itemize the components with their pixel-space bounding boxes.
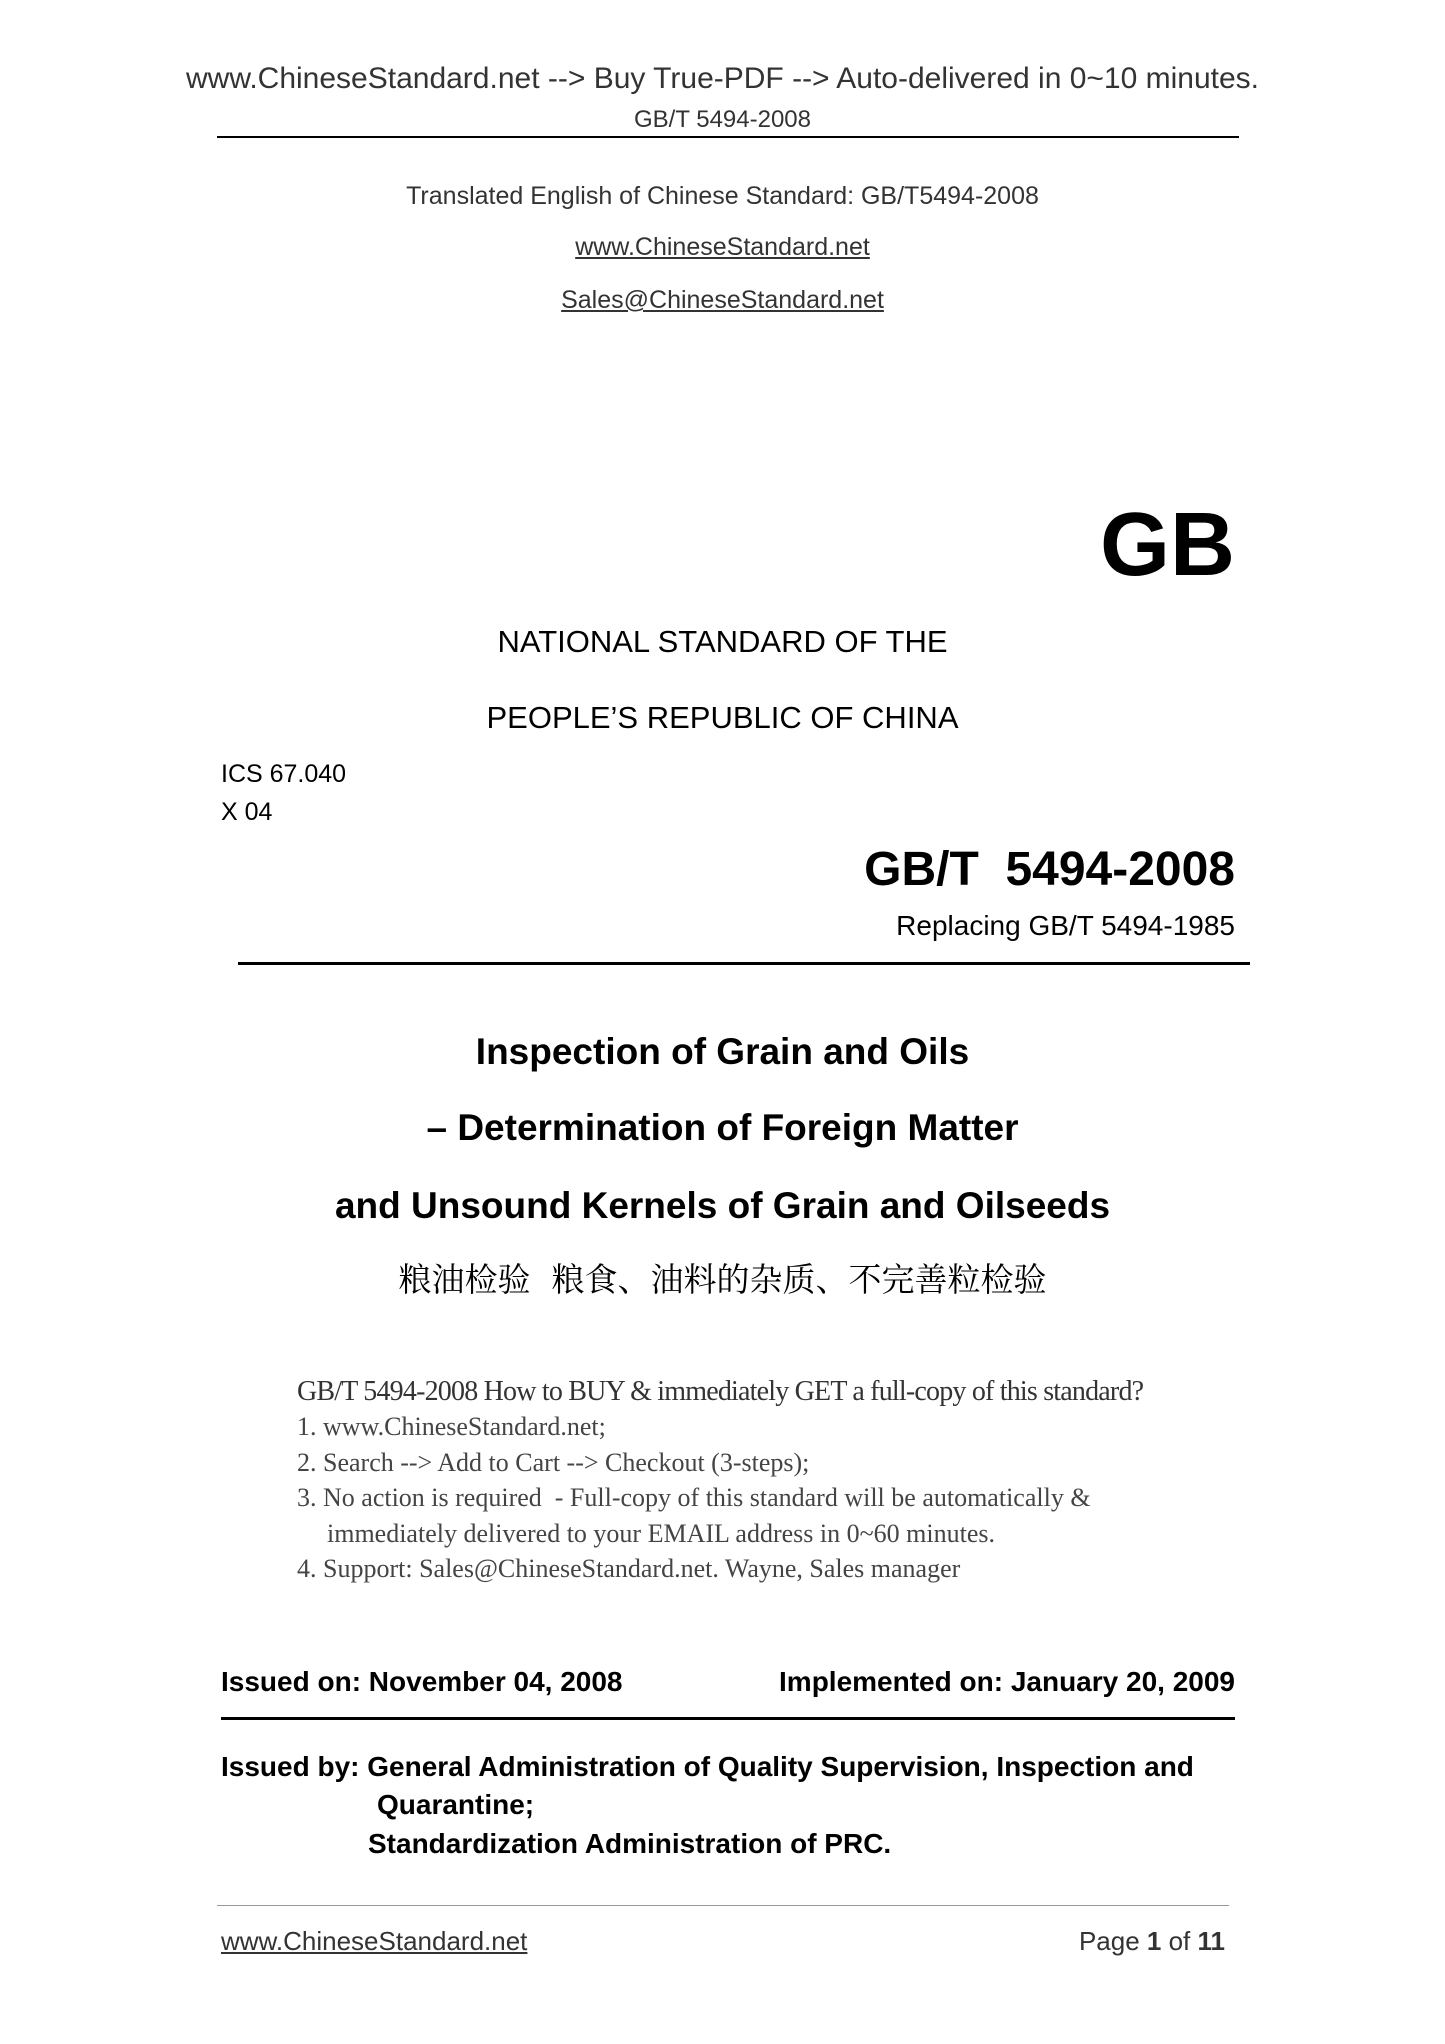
item-number: 3. [297,1483,317,1512]
chinese-title: 粮油检验 粮食、油料的杂质、不完善粒检验 [398,1260,1047,1299]
buy-heading: GB/T 5494-2008 How to BUY & immediately GET a full-copy of this standard? [297,1376,1144,1407]
page-prefix: Page [1078,1926,1147,1956]
header-doc-code: GB/T 5494-2008 [633,106,811,133]
gb-mark: GB [1100,495,1235,595]
page-number [1079,1928,1225,1954]
buy-item [297,1556,960,1582]
footer-website-link[interactable]: www.ChineseStandard.net [221,1926,528,1956]
class-code: X 04 [221,798,273,826]
item-number: 1. [297,1412,317,1441]
issuer-line-2: Quarantine; [377,1789,535,1820]
issuer-line-1: General Administration of Quality Supervision, Inspection and [367,1751,1194,1782]
ics-code: ICS 67.040 [221,760,347,788]
title-line-2: – Determination of Foreign Matter [426,1107,1019,1148]
header-banner: www.ChineseStandard.net --> Buy True-PDF --> Auto-delivered in 0~10 minutes. [185,62,1260,95]
dates-divider [221,1717,1235,1720]
item-text: Support: Sales@ChineseStandard.net. Wayne, Sales manager [323,1554,961,1583]
email-link[interactable]: Sales@ChineseStandard.net [561,286,884,314]
item-number: 2. [297,1448,317,1477]
issuer-line-3: Standardization Administration of PRC. [368,1828,892,1859]
item-number: 4. [297,1554,317,1583]
national-line-2: PEOPLE’S REPUBLIC OF CHINA [486,700,959,735]
website-link[interactable]: www.ChineseStandard.net [575,233,870,261]
issued-by-label: Issued by: [221,1751,360,1782]
buy-item [297,1485,1091,1511]
buy-item-continued: immediately delivered to your EMAIL address in 0~60 minutes. [327,1519,996,1548]
page-total: 11 [1197,1926,1225,1956]
implemented-on-date: Implemented on: January 20, 2009 [779,1666,1235,1697]
translated-note: Translated English of Chinese Standard: GB/T5494-2008 [406,182,1039,210]
footer-divider [217,1905,1229,1906]
page-of: of [1161,1926,1198,1956]
issued-on-date: Issued on: November 04, 2008 [221,1666,623,1697]
title-line-1: Inspection of Grain and Oils [475,1031,970,1072]
item-text: www.ChineseStandard.net; [323,1412,606,1441]
standard-number: GB/T 5494-2008 [864,843,1235,896]
replacing-note: Replacing GB/T 5494-1985 [896,910,1235,941]
buy-item [297,1414,606,1440]
buy-item [297,1450,809,1476]
title-line-3: and Unsound Kernels of Grain and Oilseeds [334,1185,1111,1226]
national-line-1: NATIONAL STANDARD OF THE [497,624,948,659]
item-text: Search --> Add to Cart --> Checkout (3-steps); [323,1448,810,1477]
cover-divider [238,962,1250,965]
item-text: No action is required - Full-copy of this standard will be automatically & [323,1483,1091,1512]
page-current: 1 [1146,1926,1162,1956]
issued-by [221,1753,1194,1781]
header-divider [217,136,1239,138]
